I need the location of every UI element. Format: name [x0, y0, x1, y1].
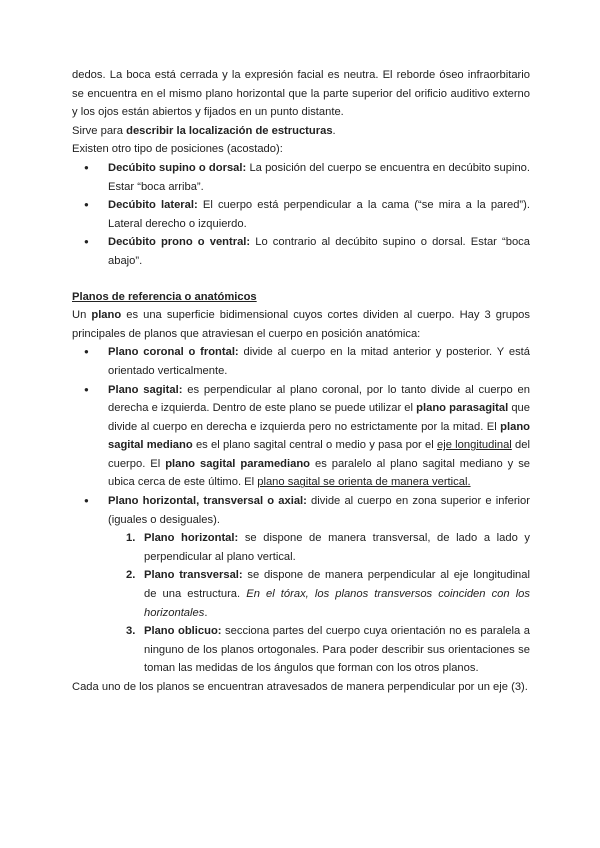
list-item: [72, 159, 530, 196]
closing-paragraph: Cada uno de los planos se encuentran atravesados de manera perpendicular por un eje (3).: [72, 681, 528, 693]
planes-intro-rest: es una superficie bidimensional cuyos cortes dividen al cuerpo. Hay 3 grupos principales de planos que atraviesan el cuerpo en posición anatómica:: [72, 309, 530, 340]
sublist-item: [72, 529, 530, 566]
plane-text: divide al cuerpo en zona superior e inferior (iguales o desiguales).: [108, 495, 530, 526]
position-text: La posición del cuerpo se encuentra en decúbito supino. Estar “boca arriba”.: [108, 161, 531, 193]
position-term: Decúbito lateral:: [108, 199, 198, 212]
planes-intro-text: Un: [72, 309, 92, 322]
list-item: [72, 233, 530, 270]
sub-term: Plano transversal:: [144, 569, 243, 582]
planes-intro-bold: plano: [91, 309, 122, 322]
position-term: Decúbito prono o ventral:: [108, 236, 251, 249]
plane-text: es paralelo al plano sagital mediano y se ubica cerca de este último. El: [108, 457, 531, 489]
section-heading: Planos de referencia o anatómicos: [72, 290, 257, 303]
plane-text: es perpendicular al plano coronal, por lo tanto divide al cuerpo en derecha e izquierda. Dentro de este plano se puede utilizar el: [108, 383, 530, 415]
plane-text: que divide al cuerpo en derecha e izquierda pero no estrictamente por la mitad. El: [108, 402, 531, 433]
sub-period: .: [204, 606, 208, 619]
sub-italic: En el tórax, los planos transversos coinciden con los horizontales: [144, 588, 530, 619]
position-term: Decúbito supino o dorsal:: [108, 161, 247, 174]
plane-text: es el plano sagital central o medio y pasa por el: [192, 439, 437, 452]
positions-intro: Existen otro tipo de posiciones (acostado):: [72, 143, 283, 156]
position-text: El cuerpo está perpendicular a la cama (“se mira a la pared”). Lateral derecho o izquierdo.: [108, 199, 530, 230]
purpose-bold: describir la localización de estructuras: [126, 124, 333, 137]
plane-text: del cuerpo. El: [108, 439, 530, 470]
item-number: 1.: [126, 532, 136, 545]
sub-text: se dispone de manera perpendicular al eje longitudinal de una estructura.: [144, 569, 530, 601]
list-item-coronal: [72, 343, 530, 380]
sub-term: Plano oblicuo:: [144, 625, 222, 638]
positions-list: [72, 159, 530, 271]
planes-list: [72, 343, 530, 529]
purpose-end: .: [332, 124, 336, 137]
item-number: 3.: [126, 625, 136, 638]
position-text: Lo contrario al decúbito supino o dorsal. Estar “boca abajo”.: [108, 236, 530, 267]
underlined-text: plano sagital se orienta de manera vertical.: [257, 476, 471, 489]
sublist-item: [72, 566, 530, 622]
planes-intro: [72, 306, 530, 343]
list-item-horizontal: [72, 492, 530, 529]
plane-term: Plano sagital:: [108, 383, 183, 396]
document-page: [72, 66, 530, 697]
purpose-text: Sirve para: [72, 124, 127, 137]
plane-term-parasagital: plano parasagital: [416, 402, 509, 415]
item-number: 2.: [126, 569, 136, 582]
intro-paragraph: dedos. La boca está cerrada y la expresión facial es neutra. El reborde óseo infraorbitario se encuentra en el mismo plano horizontal que la parte superior del orificio auditivo externo y los ojos están abiertos y fijados en un punto distante.: [72, 69, 530, 119]
sub-term: Plano horizontal:: [144, 532, 239, 545]
sub-text: se dispone de manera transversal, de lado a lado y perpendicular al plano vertical.: [144, 532, 530, 563]
plane-term: Plano coronal o frontal:: [108, 346, 239, 359]
sublist-item: [72, 622, 530, 678]
list-item: [72, 196, 530, 233]
purpose-paragraph: [72, 122, 530, 141]
plane-term-paramediano: plano sagital paramediano: [165, 457, 311, 470]
underlined-text: eje longitudinal: [437, 439, 512, 452]
plane-term: Plano horizontal, transversal o axial:: [108, 495, 307, 508]
horizontal-sublist: [72, 529, 530, 678]
plane-term-mediano: plano sagital mediano: [108, 420, 530, 452]
list-item-sagital: [72, 381, 530, 493]
sub-text: secciona partes del cuerpo cuya orientación no es paralela a ninguno de los planos ortogonales. Para poder describir sus orientaciones se toman las medidas de los ángulos que forman con los otros planos.: [144, 625, 530, 675]
plane-text: divide al cuerpo en la mitad anterior y posterior. Y está orientado verticalmente.: [108, 346, 530, 377]
